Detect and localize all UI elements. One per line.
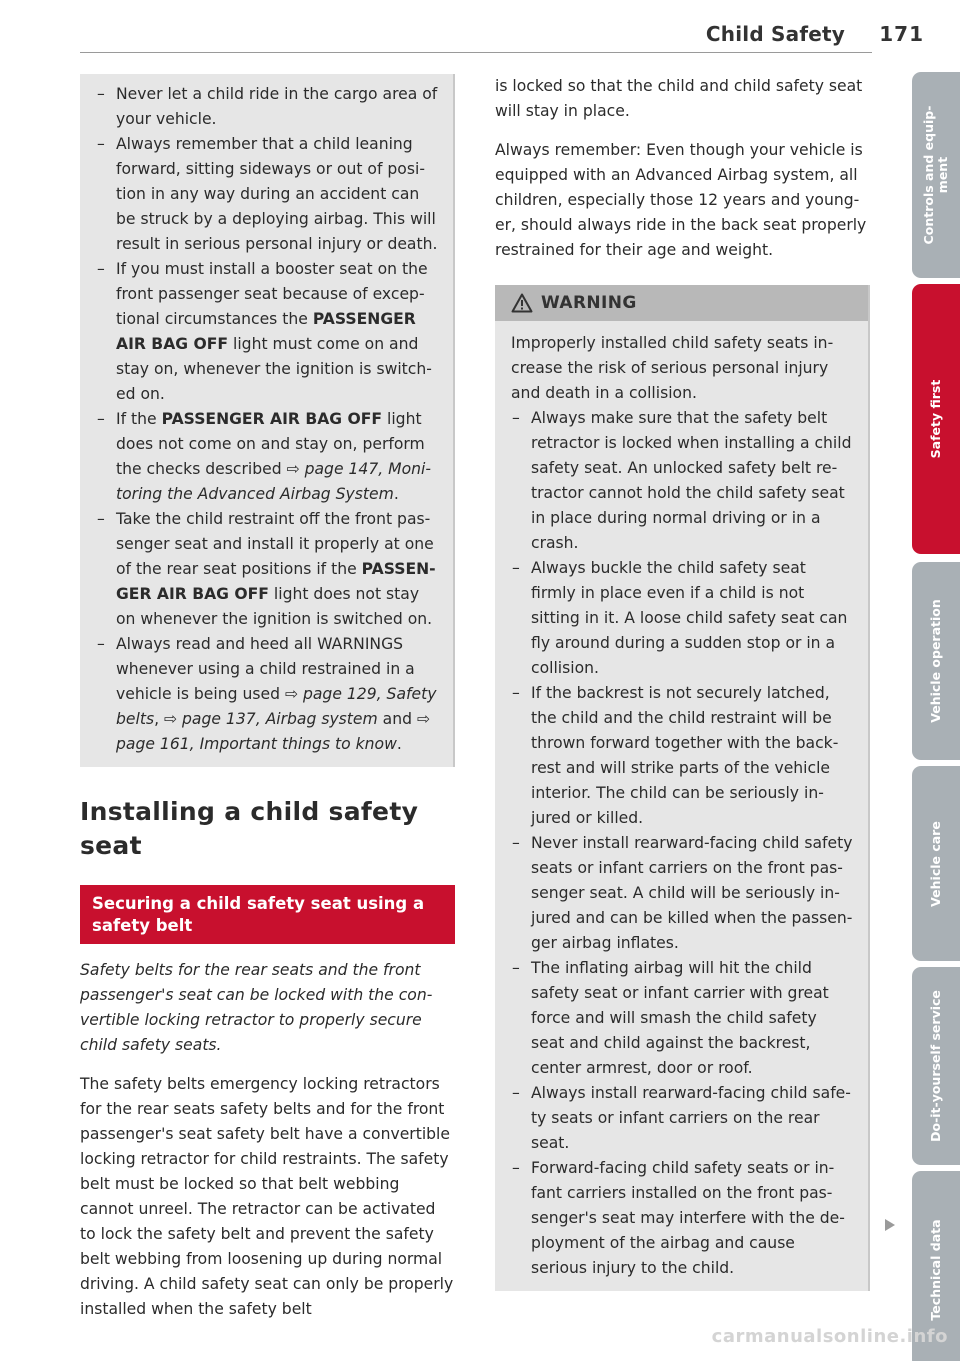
bullet-item bbox=[96, 132, 438, 257]
left-column bbox=[80, 74, 455, 1322]
section-title: Installing a child safety seat bbox=[80, 797, 419, 860]
bullet-item bbox=[96, 257, 438, 407]
bullet-text: light must come on and stay on, whenever the ignition is switched on. bbox=[116, 335, 432, 403]
bullet-text: light does not stay on whenever the ignition is switched on. bbox=[116, 585, 433, 628]
chapter-tab-label: Controls and equipment bbox=[921, 105, 950, 245]
chapter-tab-label: Vehicle care bbox=[928, 820, 943, 907]
chapter-tab-5[interactable] bbox=[912, 967, 960, 1165]
header-title: Child Safety bbox=[705, 22, 845, 46]
bullet-text: , bbox=[154, 710, 164, 728]
warning-list bbox=[511, 406, 853, 1281]
right-paragraph-1: is locked so that the child and child safety seat will stay in place. bbox=[495, 77, 863, 120]
warning-item: – Always buckle the child safety seat firmly in place even if a child is not sitting in it. A loose child safety seat can fly around during a sudden stop or in a collision. bbox=[511, 556, 853, 681]
warning-intro: Improperly installed child safety seats increase the risk of serious personal injury and death in a collision. bbox=[511, 334, 834, 402]
warning-label: WARNING bbox=[541, 293, 637, 313]
warning-item: – Always make sure that the safety belt retractor is locked when installing a child safety seat. An unlocked safety belt retractor cannot hold the child safety seat in place during normal driving or in a crash. bbox=[511, 406, 853, 556]
bullet-text: Always read and heed all WARNINGS whenever using a child restrained in a vehicle is being used bbox=[116, 635, 415, 703]
right-body bbox=[495, 74, 870, 263]
bullet-text: . bbox=[393, 485, 399, 503]
header-rule bbox=[80, 52, 872, 53]
bullet-text: light does not come on and stay on, perform the checks described bbox=[116, 410, 425, 478]
warning-item: – Forward-facing child safety seats or infant carriers installed on the front passenger's seat may interfere with the deployment of the airbag and cause serious injury to the child. bbox=[511, 1156, 853, 1281]
warning-item: – The inflating airbag will hit the child safety seat or infant carrier with great force and will smash the child safety seat and child against the backrest, center armrest, door or roof. bbox=[511, 956, 853, 1081]
page-reference: ⇨ page 129, Safety belts bbox=[116, 685, 437, 728]
warning-item: – If the backrest is not securely latched, the child and the child restraint will be thrown forward together with the backrest and will strike parts of the vehicle interior. The child can be seriously injured or killed. bbox=[511, 681, 853, 831]
warning-continuation-box bbox=[80, 74, 455, 767]
bold-term: PASSENGER AIR BAG OFF bbox=[161, 410, 383, 428]
bullet-text: . bbox=[396, 735, 402, 753]
warning-item: – Never install rearward-facing child safety seats or infant carriers on the front passenger seat. A child will be seriously injured and can be killed when the passenger airbag inflates. bbox=[511, 831, 853, 956]
watermark: carmanualsonline.info bbox=[711, 1326, 948, 1347]
bold-term: PASSENGER AIR BAG OFF bbox=[116, 560, 436, 603]
bullet-text: and bbox=[377, 710, 417, 728]
chapter-tab-label: Technical data bbox=[928, 1219, 943, 1321]
chapter-tab-3[interactable] bbox=[912, 562, 960, 760]
section-intro: Safety belts for the rear seats and the front passenger's seat can be locked with the convertible locking retractor to properly secure child safety seats. bbox=[80, 961, 433, 1054]
chapter-tab-4[interactable] bbox=[912, 766, 960, 961]
chapter-tab-label: Safety first bbox=[928, 379, 943, 459]
bullet-text: Always remember that a child leaning forward, sitting sideways or out of position in any way during an accident can be struck by a deploying airbag. This will result in serious personal injury or death. bbox=[116, 135, 438, 253]
chapter-tab-label: Do-it-yourself service bbox=[928, 990, 943, 1142]
bullet-item bbox=[96, 407, 438, 507]
bullet-item bbox=[96, 507, 438, 632]
bullet-item bbox=[96, 632, 438, 757]
right-column bbox=[495, 74, 870, 1291]
page-reference: ⇨ page 161, Important things to know bbox=[116, 710, 431, 753]
warning-box bbox=[495, 285, 870, 1291]
warning-body bbox=[495, 321, 868, 1291]
page-number: 171 bbox=[879, 22, 924, 46]
bullet-item bbox=[96, 82, 438, 132]
warning-header bbox=[495, 285, 868, 321]
chapter-tab-2[interactable] bbox=[912, 284, 960, 554]
subsection-banner: Securing a child safety seat using a safety belt bbox=[80, 885, 455, 944]
bullet-text: If the bbox=[116, 410, 162, 428]
page-reference: ⇨ page 147, Monitoring the Advanced Airbag System bbox=[116, 460, 432, 503]
warning-continuation-list bbox=[96, 82, 438, 757]
chapter-tab-1[interactable] bbox=[912, 72, 960, 278]
right-paragraph-2: Always remember: Even though your vehicle is equipped with an Advanced Airbag system, all children, especially those 12 years and younger, should always ride in the back seat properly restrained for their age and weight. bbox=[495, 141, 867, 259]
bullet-text: If you must install a booster seat on the front passenger seat because of exceptional circumstances the bbox=[116, 260, 428, 328]
page-reference: ⇨ page 137, Airbag system bbox=[164, 710, 378, 728]
chapter-tab-label: Vehicle operation bbox=[928, 599, 943, 723]
section-body: The safety belts emergency locking retractors for the rear seats safety belts and for the front passenger's seat safety belt have a convertible locking retractor for child restraints. The safety belt must be locked so that belt webbing cannot unreel. The retractor can be activated to lock the safety belt and prevent the safety belt webbing from loosening up during normal driving. A child safety seat can only be properly installed when the safety belt bbox=[80, 1075, 454, 1318]
warning-item: – Always install rearward-facing child safety seats or infant carriers on the rear seat. bbox=[511, 1081, 853, 1156]
bold-term: PASSENGER AIR BAG OFF bbox=[116, 310, 416, 353]
warning-triangle-icon bbox=[511, 293, 533, 313]
continued-arrow-icon bbox=[884, 1218, 896, 1232]
bullet-text: Take the child restraint off the front passenger seat and install it properly at one of the rear seat positions if the bbox=[116, 510, 434, 578]
bullet-text: Never let a child ride in the cargo area of your vehicle. bbox=[116, 85, 438, 128]
